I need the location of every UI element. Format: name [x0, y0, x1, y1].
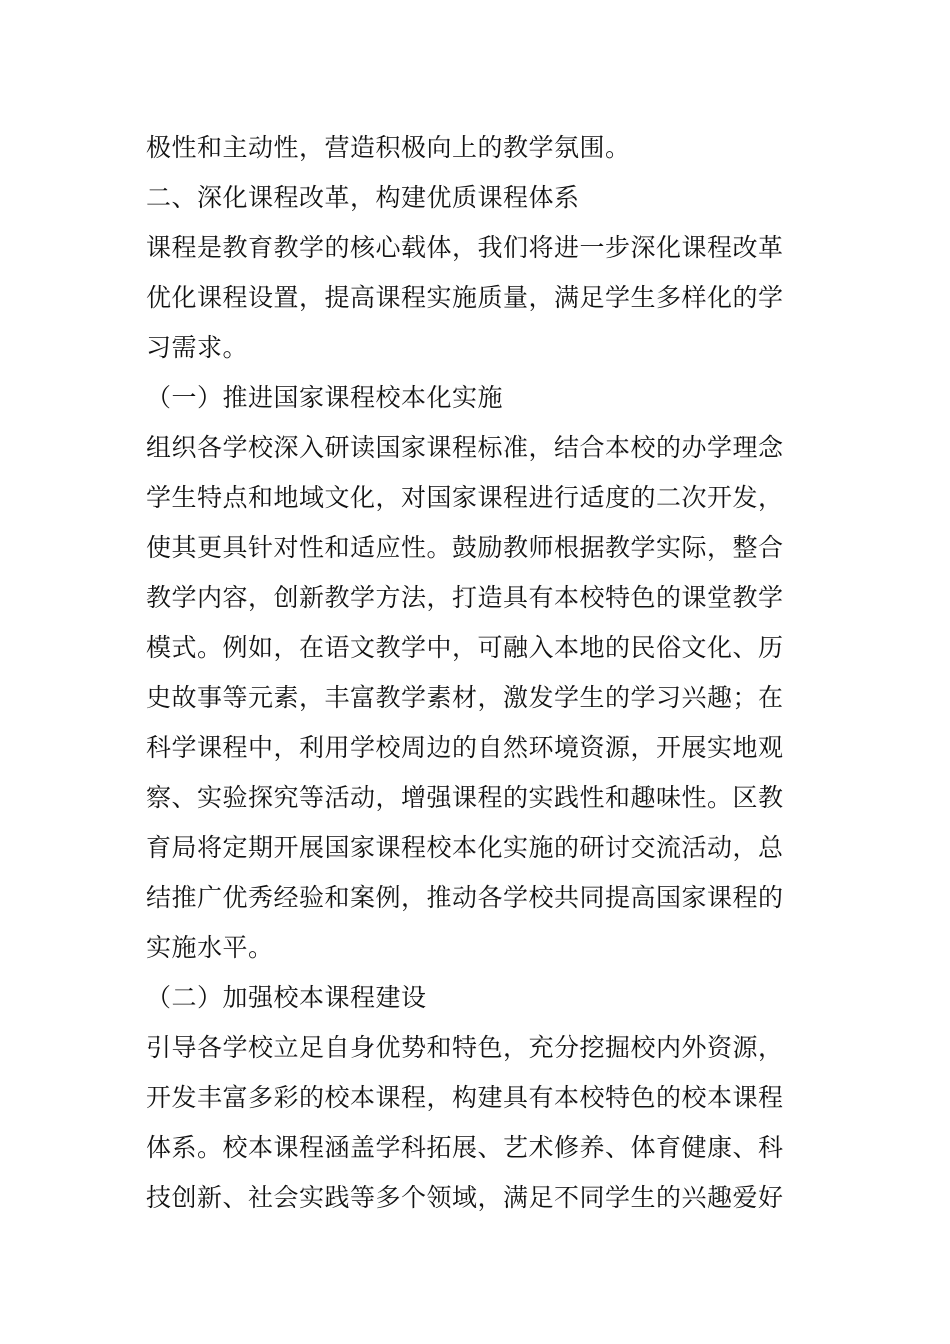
text-line: 优化课程设置，提高课程实施质量，满足学生多样化的学	[146, 283, 784, 312]
section-heading: 二、深化课程改革，构建优质课程体系	[146, 183, 580, 212]
text-line: 使其更具针对性和适应性。鼓励教师根据教学实际，整合	[146, 533, 784, 562]
text-line: 科学课程中，利用学校周边的自然环境资源，开展实地观	[146, 733, 784, 762]
text-line: 结推广优秀经验和案例，推动各学校共同提高国家课程的	[146, 883, 784, 912]
text-line: 察、实验探究等活动，增强课程的实践性和趣味性。区教	[146, 783, 784, 812]
subsection-heading: （二）加强校本课程建设	[146, 983, 427, 1012]
text-line: 学生特点和地域文化，对国家课程进行适度的二次开发，	[146, 483, 784, 512]
text-line: 课程是教育教学的核心载体，我们将进一步深化课程改革	[146, 233, 784, 262]
text-line: 教学内容，创新教学方法，打造具有本校特色的课堂教学	[146, 583, 784, 612]
text-line: 组织各学校深入研读国家课程标准，结合本校的办学理念	[146, 433, 784, 462]
text-line: 实施水平。	[146, 933, 274, 962]
subsection-heading: （一）推进国家课程校本化实施	[146, 383, 504, 412]
text-line: 习需求。	[146, 333, 249, 362]
text-line: 极性和主动性，营造积极向上的教学氛围。	[146, 133, 631, 162]
text-line: 开发丰富多彩的校本课程，构建具有本校特色的校本课程	[146, 1083, 784, 1112]
text-line: 引导各学校立足自身优势和特色，充分挖掘校内外资源，	[146, 1033, 784, 1062]
text-line: 育局将定期开展国家课程校本化实施的研讨交流活动，总	[146, 833, 784, 862]
text-line: 技创新、社会实践等多个领域，满足不同学生的兴趣爱好	[146, 1183, 784, 1212]
text-line: 史故事等元素，丰富教学素材，激发学生的学习兴趣；在	[146, 683, 784, 712]
text-line: 模式。例如，在语文教学中，可融入本地的民俗文化、历	[146, 633, 784, 662]
text-line: 体系。校本课程涵盖学科拓展、艺术修养、体育健康、科	[146, 1133, 784, 1162]
